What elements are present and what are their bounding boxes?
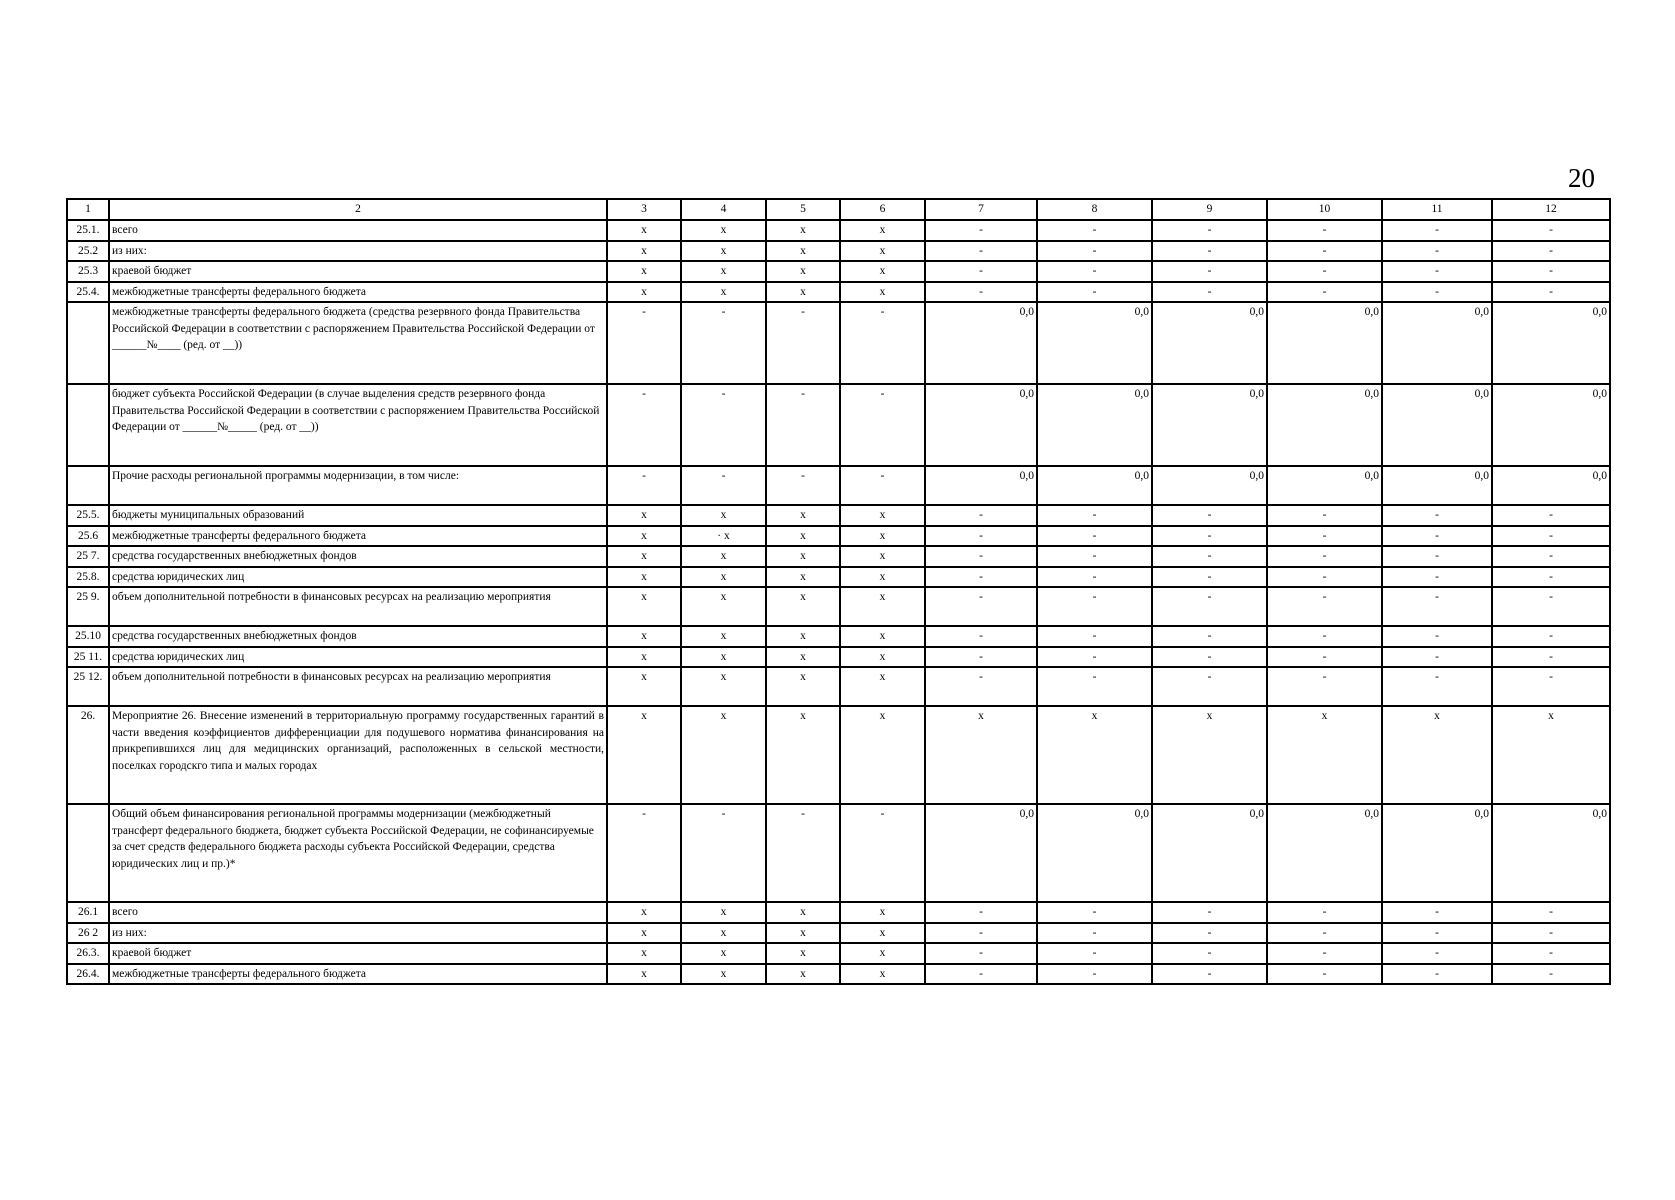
- row-description: средства юридических лиц: [109, 647, 607, 668]
- value-cell: x: [766, 261, 840, 282]
- value-cell: -: [925, 943, 1037, 964]
- row-description: из них:: [109, 923, 607, 944]
- value-cell: x: [1492, 706, 1610, 804]
- value-cell: 0,0: [1037, 466, 1152, 505]
- value-cell: -: [1152, 241, 1267, 262]
- value-cell: 0,0: [1037, 804, 1152, 902]
- value-cell: 0,0: [1152, 302, 1267, 384]
- value-cell: -: [1382, 647, 1492, 668]
- value-cell: x: [681, 626, 766, 647]
- value-cell: -: [1037, 647, 1152, 668]
- value-cell: -: [925, 526, 1037, 547]
- value-cell: x: [840, 567, 925, 588]
- value-cell: -: [925, 282, 1037, 303]
- value-cell: x: [681, 546, 766, 567]
- value-cell: -: [1152, 647, 1267, 668]
- table-row: [67, 282, 1610, 303]
- value-cell: -: [1037, 282, 1152, 303]
- value-cell: x: [681, 587, 766, 626]
- value-cell: -: [840, 804, 925, 902]
- value-cell: x: [766, 505, 840, 526]
- value-cell: x: [1037, 706, 1152, 804]
- value-cell: x: [840, 546, 925, 567]
- value-cell: 0,0: [1152, 466, 1267, 505]
- value-cell: -: [1037, 220, 1152, 241]
- value-cell: -: [1267, 923, 1382, 944]
- value-cell: x: [681, 667, 766, 706]
- value-cell: x: [681, 241, 766, 262]
- value-cell: -: [1492, 626, 1610, 647]
- row-number: 25.2: [67, 241, 109, 262]
- column-header: 11: [1382, 199, 1492, 220]
- value-cell: x: [607, 241, 681, 262]
- value-cell: 0,0: [1382, 302, 1492, 384]
- value-cell: x: [766, 943, 840, 964]
- row-number: 25 7.: [67, 546, 109, 567]
- value-cell: -: [1492, 964, 1610, 985]
- value-cell: -: [1492, 220, 1610, 241]
- row-description: межбюджетные трансферты федерального бюджета (средства резервного фонда Правительства Российской Федерации в соответствии с распоряжением Правительства Российской Федерации от ______№____ (ред. от __)): [109, 302, 607, 384]
- value-cell: x: [840, 587, 925, 626]
- value-cell: -: [1492, 261, 1610, 282]
- value-cell: 0,0: [925, 384, 1037, 466]
- value-cell: -: [1382, 943, 1492, 964]
- value-cell: x: [766, 923, 840, 944]
- value-cell: 0,0: [925, 302, 1037, 384]
- row-description: краевой бюджет: [109, 943, 607, 964]
- value-cell: -: [1492, 902, 1610, 923]
- value-cell: x: [681, 902, 766, 923]
- value-cell: -: [1037, 923, 1152, 944]
- value-cell: x: [766, 626, 840, 647]
- row-number: 26.4.: [67, 964, 109, 985]
- column-header: 9: [1152, 199, 1267, 220]
- row-description: межбюджетные трансферты федерального бюджета: [109, 282, 607, 303]
- table-row: [67, 241, 1610, 262]
- value-cell: -: [1267, 587, 1382, 626]
- value-cell: -: [1267, 964, 1382, 985]
- row-description: бюджеты муниципальных образований: [109, 505, 607, 526]
- value-cell: -: [1037, 626, 1152, 647]
- value-cell: -: [1267, 943, 1382, 964]
- column-header: 12: [1492, 199, 1610, 220]
- value-cell: x: [1152, 706, 1267, 804]
- value-cell: -: [840, 302, 925, 384]
- value-cell: 0,0: [1492, 466, 1610, 505]
- row-number: 25.10: [67, 626, 109, 647]
- value-cell: x: [681, 943, 766, 964]
- table-row: [67, 261, 1610, 282]
- value-cell: x: [766, 526, 840, 547]
- value-cell: -: [681, 384, 766, 466]
- value-cell: x: [607, 923, 681, 944]
- table-row: [67, 526, 1610, 547]
- row-number: 25 12.: [67, 667, 109, 706]
- value-cell: x: [840, 706, 925, 804]
- value-cell: -: [1152, 546, 1267, 567]
- value-cell: x: [607, 943, 681, 964]
- value-cell: -: [1152, 902, 1267, 923]
- value-cell: -: [1267, 667, 1382, 706]
- value-cell: -: [925, 667, 1037, 706]
- table-row: [67, 626, 1610, 647]
- value-cell: x: [840, 667, 925, 706]
- row-description: средства юридических лиц: [109, 567, 607, 588]
- value-cell: -: [1382, 667, 1492, 706]
- value-cell: -: [1492, 667, 1610, 706]
- value-cell: -: [1492, 923, 1610, 944]
- value-cell: -: [1267, 505, 1382, 526]
- value-cell: x: [607, 902, 681, 923]
- value-cell: x: [766, 220, 840, 241]
- value-cell: -: [925, 241, 1037, 262]
- row-number: 26 2: [67, 923, 109, 944]
- value-cell: -: [1152, 587, 1267, 626]
- row-number: 25.5.: [67, 505, 109, 526]
- value-cell: -: [1267, 261, 1382, 282]
- value-cell: -: [1382, 546, 1492, 567]
- value-cell: -: [681, 302, 766, 384]
- value-cell: x: [766, 964, 840, 985]
- value-cell: 0,0: [1267, 384, 1382, 466]
- value-cell: -: [1267, 902, 1382, 923]
- value-cell: -: [1037, 667, 1152, 706]
- value-cell: x: [607, 667, 681, 706]
- column-header: 10: [1267, 199, 1382, 220]
- value-cell: -: [1037, 902, 1152, 923]
- value-cell: x: [607, 647, 681, 668]
- value-cell: x: [840, 526, 925, 547]
- value-cell: -: [925, 626, 1037, 647]
- row-description: межбюджетные трансферты федерального бюджета: [109, 526, 607, 547]
- row-number: [67, 302, 109, 384]
- value-cell: -: [1382, 902, 1492, 923]
- value-cell: -: [681, 466, 766, 505]
- value-cell: -: [925, 261, 1037, 282]
- value-cell: 0,0: [1037, 302, 1152, 384]
- value-cell: -: [1382, 964, 1492, 985]
- column-header: 5: [766, 199, 840, 220]
- row-description: объем дополнительной потребности в финансовых ресурсах на реализацию мероприятия: [109, 587, 607, 626]
- row-description: межбюджетные трансферты федерального бюджета: [109, 964, 607, 985]
- value-cell: x: [840, 241, 925, 262]
- table-row: [67, 964, 1610, 985]
- value-cell: x: [766, 647, 840, 668]
- value-cell: 0,0: [1382, 804, 1492, 902]
- value-cell: x: [840, 923, 925, 944]
- value-cell: 0,0: [1382, 384, 1492, 466]
- value-cell: x: [681, 220, 766, 241]
- row-description: средства государственных внебюджетных фондов: [109, 626, 607, 647]
- row-number: 25.1.: [67, 220, 109, 241]
- value-cell: x: [681, 282, 766, 303]
- value-cell: -: [1382, 626, 1492, 647]
- value-cell: -: [925, 647, 1037, 668]
- value-cell: -: [1382, 587, 1492, 626]
- value-cell: -: [1382, 923, 1492, 944]
- value-cell: -: [1382, 261, 1492, 282]
- value-cell: x: [840, 647, 925, 668]
- row-description: всего: [109, 902, 607, 923]
- value-cell: x: [607, 220, 681, 241]
- value-cell: -: [1267, 546, 1382, 567]
- value-cell: -: [1492, 567, 1610, 588]
- value-cell: -: [1037, 546, 1152, 567]
- row-description: краевой бюджет: [109, 261, 607, 282]
- value-cell: 0,0: [1492, 804, 1610, 902]
- value-cell: -: [1152, 282, 1267, 303]
- row-description: средства государственных внебюджетных фондов: [109, 546, 607, 567]
- table-row: [67, 546, 1610, 567]
- column-header: 6: [840, 199, 925, 220]
- value-cell: x: [766, 706, 840, 804]
- value-cell: -: [1382, 282, 1492, 303]
- value-cell: x: [925, 706, 1037, 804]
- value-cell: 0,0: [1382, 466, 1492, 505]
- row-description: всего: [109, 220, 607, 241]
- row-number: 26.3.: [67, 943, 109, 964]
- value-cell: -: [607, 466, 681, 505]
- value-cell: -: [1382, 526, 1492, 547]
- value-cell: x: [681, 964, 766, 985]
- value-cell: -: [1037, 241, 1152, 262]
- row-description: объем дополнительной потребности в финансовых ресурсах на реализацию мероприятия: [109, 667, 607, 706]
- row-number: 25.3: [67, 261, 109, 282]
- column-header: 3: [607, 199, 681, 220]
- value-cell: x: [766, 241, 840, 262]
- value-cell: x: [840, 282, 925, 303]
- value-cell: -: [1492, 943, 1610, 964]
- value-cell: x: [681, 923, 766, 944]
- value-cell: x: [607, 626, 681, 647]
- row-number: [67, 384, 109, 466]
- value-cell: x: [766, 282, 840, 303]
- value-cell: -: [1152, 505, 1267, 526]
- value-cell: 0,0: [1267, 466, 1382, 505]
- value-cell: x: [840, 964, 925, 985]
- row-number: 25.8.: [67, 567, 109, 588]
- value-cell: -: [840, 384, 925, 466]
- value-cell: -: [607, 384, 681, 466]
- value-cell: x: [766, 587, 840, 626]
- value-cell: x: [607, 526, 681, 547]
- value-cell: x: [607, 261, 681, 282]
- value-cell: -: [1152, 526, 1267, 547]
- value-cell: -: [1152, 667, 1267, 706]
- value-cell: x: [607, 706, 681, 804]
- column-header: 2: [109, 199, 607, 220]
- value-cell: 0,0: [1267, 804, 1382, 902]
- row-number: 25.6: [67, 526, 109, 547]
- value-cell: 0,0: [1492, 384, 1610, 466]
- row-number: [67, 466, 109, 505]
- value-cell: -: [925, 220, 1037, 241]
- table-row: [67, 505, 1610, 526]
- value-cell: x: [607, 505, 681, 526]
- value-cell: -: [1152, 220, 1267, 241]
- value-cell: x: [607, 282, 681, 303]
- value-cell: x: [681, 505, 766, 526]
- value-cell: x: [840, 220, 925, 241]
- value-cell: -: [1267, 220, 1382, 241]
- value-cell: x: [840, 902, 925, 923]
- value-cell: x: [840, 261, 925, 282]
- budget-table: [66, 198, 1611, 985]
- value-cell: -: [1152, 261, 1267, 282]
- value-cell: -: [1037, 567, 1152, 588]
- value-cell: -: [1267, 526, 1382, 547]
- value-cell: -: [925, 923, 1037, 944]
- value-cell: -: [607, 804, 681, 902]
- value-cell: -: [1492, 647, 1610, 668]
- value-cell: -: [1382, 567, 1492, 588]
- value-cell: x: [766, 667, 840, 706]
- value-cell: -: [1152, 923, 1267, 944]
- value-cell: x: [607, 567, 681, 588]
- value-cell: 0,0: [1037, 384, 1152, 466]
- column-header: 8: [1037, 199, 1152, 220]
- row-description: Мероприятие 26. Внесение изменений в территориальную программу государственных гарантий в части введения коэффициентов дифференциации для подушевого норматива финансирования на прикрепившихся лиц для медицинских организаций, расположенных в сельской местности, поселках городскго типа и малых городах: [109, 706, 607, 804]
- table-row: [67, 466, 1610, 505]
- value-cell: 0,0: [1267, 302, 1382, 384]
- value-cell: -: [1267, 567, 1382, 588]
- value-cell: -: [766, 804, 840, 902]
- column-header: 7: [925, 199, 1037, 220]
- table-row: [67, 923, 1610, 944]
- value-cell: -: [1037, 261, 1152, 282]
- table-row: [67, 667, 1610, 706]
- row-description: из них:: [109, 241, 607, 262]
- table-row: [67, 384, 1610, 466]
- row-number: 26.: [67, 706, 109, 804]
- value-cell: -: [1152, 626, 1267, 647]
- value-cell: 0,0: [925, 466, 1037, 505]
- table-row: [67, 567, 1610, 588]
- value-cell: -: [1152, 964, 1267, 985]
- value-cell: x: [681, 567, 766, 588]
- value-cell: -: [925, 546, 1037, 567]
- value-cell: -: [1267, 241, 1382, 262]
- value-cell: -: [1382, 241, 1492, 262]
- value-cell: -: [1267, 626, 1382, 647]
- value-cell: 0,0: [1152, 804, 1267, 902]
- row-description: Общий объем финансирования региональной программы модернизации (межбюджетный трансферт федерального бюджета, бюджет субъекта Российской Федерации, не софинансируемые за счет средств федерального бюджета расходы субъекта Российской Федерации, средства юридических лиц и пр.)*: [109, 804, 607, 902]
- value-cell: x: [607, 587, 681, 626]
- value-cell: -: [607, 302, 681, 384]
- value-cell: -: [1037, 964, 1152, 985]
- value-cell: -: [766, 466, 840, 505]
- table-row: [67, 220, 1610, 241]
- table-row: [67, 902, 1610, 923]
- table-row: [67, 302, 1610, 384]
- value-cell: x: [607, 546, 681, 567]
- value-cell: -: [1037, 943, 1152, 964]
- value-cell: -: [1152, 567, 1267, 588]
- table-row: [67, 804, 1610, 902]
- value-cell: x: [681, 647, 766, 668]
- table-row: [67, 587, 1610, 626]
- table-row: [67, 706, 1610, 804]
- value-cell: · x: [681, 526, 766, 547]
- table-row: [67, 647, 1610, 668]
- value-cell: -: [925, 567, 1037, 588]
- value-cell: x: [766, 567, 840, 588]
- value-cell: x: [766, 902, 840, 923]
- value-cell: x: [681, 706, 766, 804]
- column-header: 1: [67, 199, 109, 220]
- value-cell: -: [1152, 943, 1267, 964]
- value-cell: -: [925, 964, 1037, 985]
- value-cell: -: [1492, 526, 1610, 547]
- row-number: 26.1: [67, 902, 109, 923]
- column-header: 4: [681, 199, 766, 220]
- row-description: бюджет субъекта Российской Федерации (в случае выделения средств резервного фонда Правительства Российской Федерации в соответствии с распоряжением Правительства Российской Федерации от ______№_____ (ред. от __)): [109, 384, 607, 466]
- value-cell: -: [1382, 220, 1492, 241]
- value-cell: -: [1037, 526, 1152, 547]
- value-cell: -: [766, 302, 840, 384]
- value-cell: -: [1037, 587, 1152, 626]
- value-cell: x: [1382, 706, 1492, 804]
- value-cell: 0,0: [925, 804, 1037, 902]
- value-cell: -: [925, 587, 1037, 626]
- value-cell: -: [1492, 241, 1610, 262]
- value-cell: -: [766, 384, 840, 466]
- value-cell: -: [1492, 546, 1610, 567]
- value-cell: -: [1267, 282, 1382, 303]
- value-cell: -: [925, 902, 1037, 923]
- table-header-row: [67, 199, 1610, 220]
- row-number: 25.4.: [67, 282, 109, 303]
- value-cell: -: [1492, 505, 1610, 526]
- value-cell: x: [840, 505, 925, 526]
- value-cell: -: [1037, 505, 1152, 526]
- value-cell: x: [1267, 706, 1382, 804]
- value-cell: x: [840, 943, 925, 964]
- value-cell: -: [925, 505, 1037, 526]
- value-cell: 0,0: [1492, 302, 1610, 384]
- row-number: [67, 804, 109, 902]
- value-cell: -: [1492, 587, 1610, 626]
- value-cell: -: [681, 804, 766, 902]
- table-row: [67, 943, 1610, 964]
- value-cell: x: [607, 964, 681, 985]
- row-number: 25 9.: [67, 587, 109, 626]
- table-body: [67, 199, 1610, 984]
- row-description: Прочие расходы региональной программы модернизации, в том числе:: [109, 466, 607, 505]
- value-cell: 0,0: [1152, 384, 1267, 466]
- row-number: 25 11.: [67, 647, 109, 668]
- value-cell: x: [681, 261, 766, 282]
- value-cell: -: [1382, 505, 1492, 526]
- value-cell: x: [766, 546, 840, 567]
- value-cell: -: [840, 466, 925, 505]
- value-cell: x: [840, 626, 925, 647]
- value-cell: -: [1492, 282, 1610, 303]
- page-number: 20: [1568, 163, 1595, 193]
- value-cell: -: [1267, 647, 1382, 668]
